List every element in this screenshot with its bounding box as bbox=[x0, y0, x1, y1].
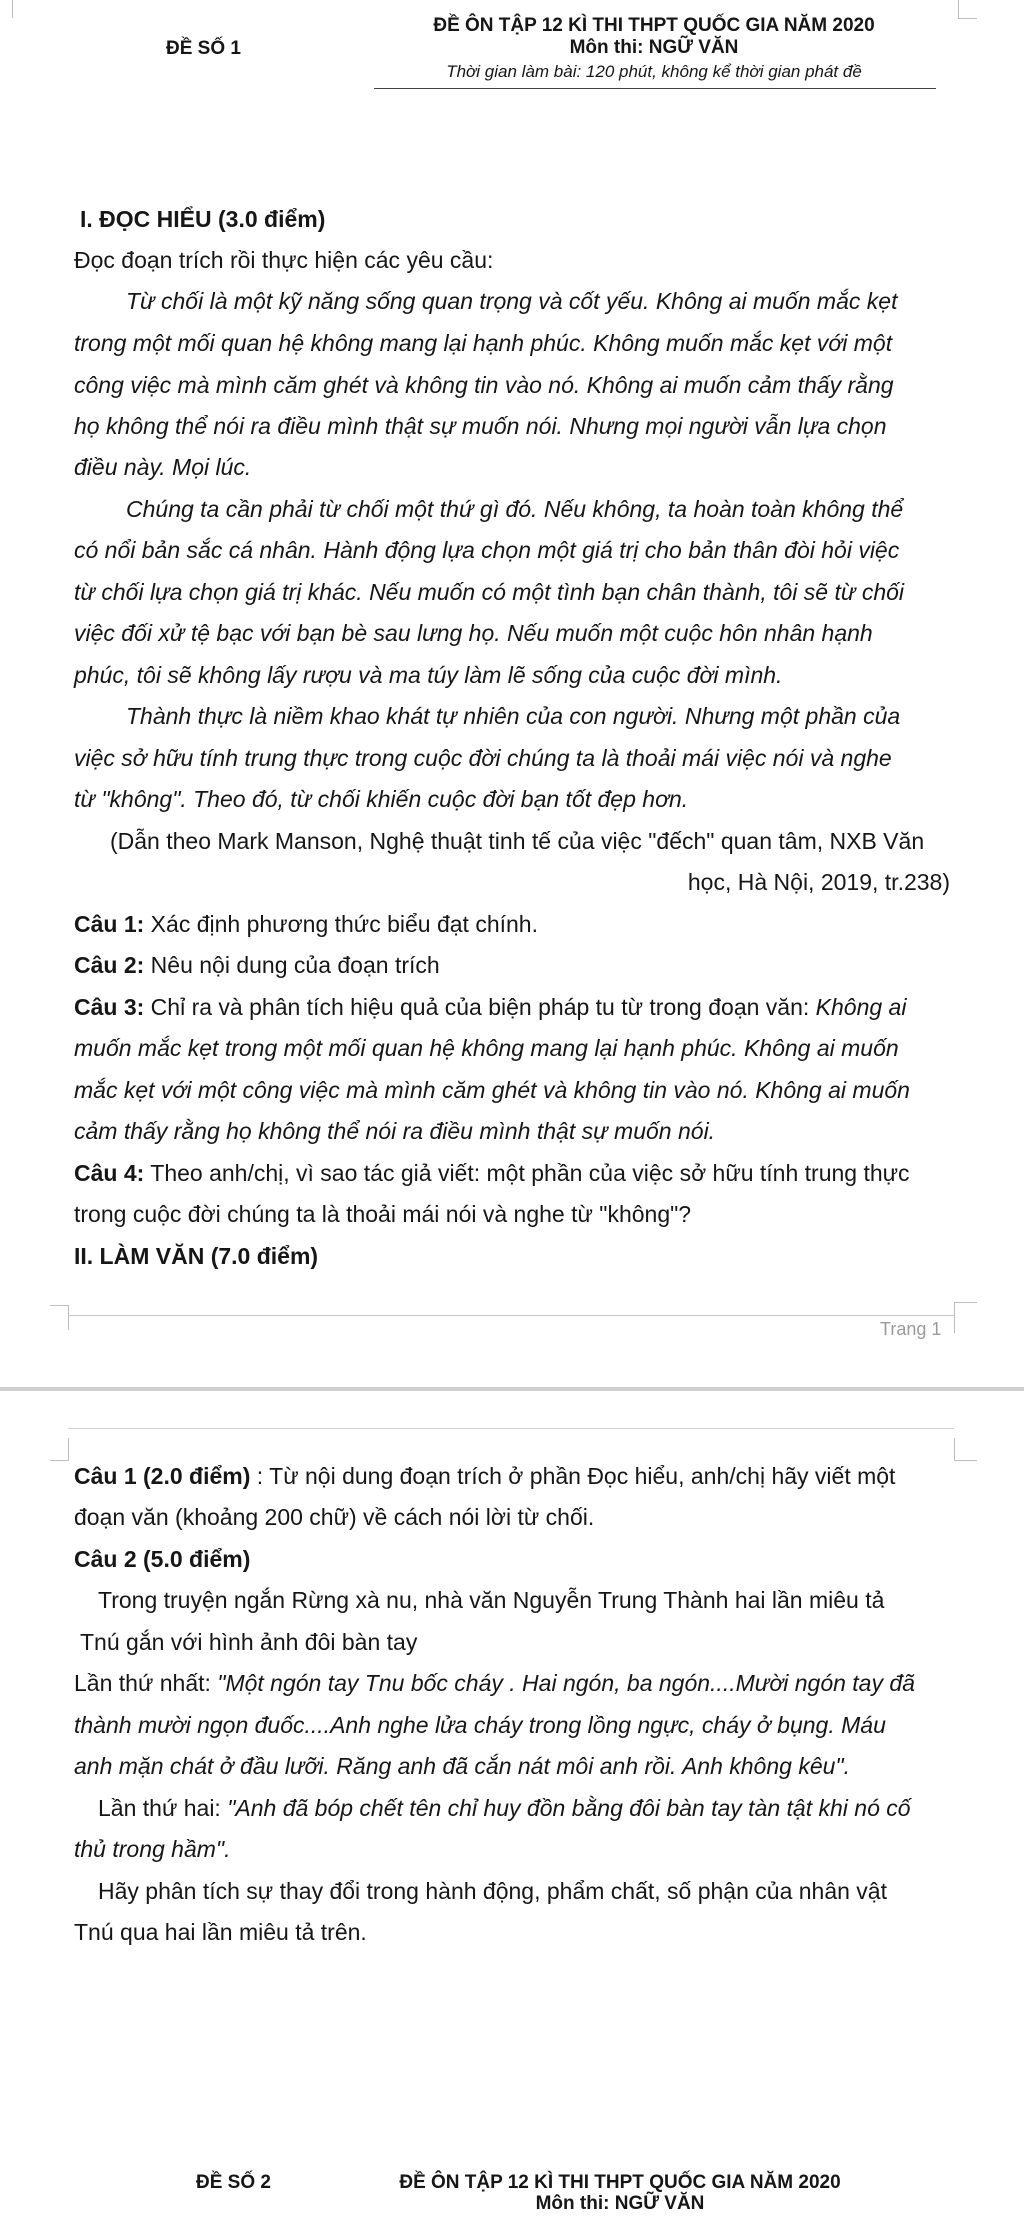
exam-subject: Môn thi: NGỮ VĂN bbox=[535, 2193, 705, 2214]
question-4 bbox=[74, 1160, 910, 1187]
essay-task: Hãy phân tích sự thay đổi trong hành động, phẩm chất, số phận của nhân vật bbox=[98, 1878, 887, 1904]
passage-line: trong một mối quan hệ không mang lại hạnh phúc. Không muốn mắc kẹt với một bbox=[74, 330, 893, 356]
question-1 bbox=[74, 911, 538, 938]
header-rule bbox=[374, 88, 936, 89]
essay-task: Tnú qua hai lần miêu tả trên. bbox=[74, 1919, 367, 1945]
passage-line: Thành thực là niềm khao khát tự nhiên của con người. Nhưng một phần của bbox=[126, 703, 901, 729]
crop-mark-bottom-right bbox=[954, 1302, 977, 1333]
question-quote-line: cảm thấy rằng họ không thể nói ra điều mình thật sự muốn nói. bbox=[74, 1118, 716, 1144]
description-quote: "Một ngón tay Tnu bốc cháy . Hai ngón, ba ngón....Mười ngón tay đã bbox=[217, 1670, 915, 1696]
question-text-line: đoạn văn (khoảng 200 chữ) về cách nói lời từ chối. bbox=[74, 1504, 595, 1530]
question-label: Câu 2: bbox=[74, 952, 145, 978]
page-number: Trang 1 bbox=[880, 1319, 942, 1339]
passage-line: việc đối xử tệ bạc với bạn bè sau lưng họ. Nếu muốn một cuộc hôn nhân hạnh bbox=[74, 620, 873, 646]
description-label: Lần thứ nhất: bbox=[74, 1670, 218, 1696]
question-2 bbox=[74, 952, 440, 979]
exam-time: Thời gian làm bài: 120 phút, không kể thời gian phát đề bbox=[446, 62, 862, 81]
prompt-intro: Tnú gắn với hình ảnh đôi bàn tay bbox=[80, 1629, 418, 1655]
description-quote-line: thành mười ngọn đuốc....Anh nghe lửa cháy trong lồng ngực, cháy ở bụng. Máu bbox=[74, 1712, 886, 1738]
first-description bbox=[74, 1670, 915, 1697]
question-text: Theo anh/chị, vì sao tác giả viết: một phần của việc sở hữu tính trung thực bbox=[144, 1160, 910, 1186]
passage-line: họ không thể nói ra điều mình thật sự muốn nói. Nhưng mọi người vẫn lựa chọn bbox=[74, 413, 887, 439]
question-quote: Không ai bbox=[815, 994, 907, 1020]
passage-line: việc sở hữu tính trung thực trong cuộc đời chúng ta là thoải mái việc nói và nghe bbox=[74, 745, 892, 771]
question-label: Câu 1: bbox=[74, 911, 145, 937]
question-3 bbox=[74, 994, 906, 1021]
essay-question-2-label: Câu 2 (5.0 điểm) bbox=[74, 1546, 251, 1572]
crop-mark-top-right bbox=[958, 0, 977, 19]
exam-title: ĐỀ ÔN TẬP 12 KÌ THI THPT QUỐC GIA NĂM 2020 bbox=[433, 15, 875, 36]
source-citation: (Dẫn theo Mark Manson, Nghệ thuật tinh tế của việc "đếch" quan tâm, NXB Văn bbox=[110, 828, 925, 854]
question-label: Câu 4: bbox=[74, 1160, 145, 1186]
question-text: Chỉ ra và phân tích hiệu quả của biện pháp tu từ trong đoạn văn: bbox=[144, 994, 816, 1020]
question-text: : Từ nội dung đoạn trích ở phần Đọc hiểu, anh/chị hãy viết một bbox=[250, 1463, 896, 1489]
source-citation: học, Hà Nội, 2019, tr.238) bbox=[687, 869, 950, 895]
question-quote-line: mắc kẹt với một công việc mà mình căm ghét và không tin vào nó. Không ai muốn bbox=[74, 1077, 910, 1103]
question-text: Xác định phương thức biểu đạt chính. bbox=[144, 911, 538, 937]
footer-rule bbox=[68, 1315, 954, 1316]
question-text: Nêu nội dung của đoạn trích bbox=[144, 952, 440, 978]
question-label: Câu 3: bbox=[74, 994, 145, 1020]
exam-title: ĐỀ ÔN TẬP 12 KÌ THI THPT QUỐC GIA NĂM 2020 bbox=[399, 2172, 841, 2193]
description-quote-line: anh mặn chát ở đầu lưỡi. Răng anh đã cắn nát môi anh rồi. Anh không kêu". bbox=[74, 1753, 850, 1779]
description-quote: "Anh đã bóp chết tên chỉ huy đồn bằng đôi bàn tay tàn tật khi nó cố bbox=[227, 1795, 911, 1821]
second-description bbox=[98, 1795, 911, 1822]
passage-line: phúc, tôi sẽ không lấy rượu và ma túy làm lẽ sống của cuộc đời mình. bbox=[74, 662, 783, 688]
section-title-writing: II. LÀM VĂN (7.0 điểm) bbox=[74, 1243, 319, 1269]
exam-number: ĐỀ SỐ 2 bbox=[196, 2172, 271, 2193]
passage-line: công việc mà mình căm ghét và không tin vào nó. Không ai muốn cảm thấy rằng bbox=[74, 372, 894, 398]
section-title-reading: I. ĐỌC HIỂU (3.0 điểm) bbox=[80, 206, 326, 232]
description-label: Lần thứ hai: bbox=[98, 1795, 228, 1821]
essay-question-1 bbox=[74, 1463, 895, 1490]
passage-line: từ "không". Theo đó, từ chối khiến cuộc đời bạn tốt đẹp hơn. bbox=[74, 786, 689, 812]
reading-instruction: Đọc đoạn trích rồi thực hiện các yêu cầu: bbox=[74, 247, 494, 273]
passage-line: có nổi bản sắc cá nhân. Hành động lựa chọn một giá trị cho bản thân đòi hỏi việc bbox=[74, 537, 900, 563]
prompt-intro: Trong truyện ngắn Rừng xà nu, nhà văn Nguyễn Trung Thành hai lần miêu tả bbox=[98, 1587, 885, 1613]
page-separator bbox=[0, 1387, 1024, 1391]
question-label: Câu 1 (2.0 điểm) bbox=[74, 1463, 251, 1489]
passage-line: từ chối lựa chọn giá trị khác. Nếu muốn có một tình bạn chân thành, tôi sẽ từ chối bbox=[74, 579, 905, 605]
passage-line: điều này. Mọi lúc. bbox=[74, 454, 252, 480]
exam-number: ĐỀ SỐ 1 bbox=[166, 38, 241, 59]
header-rule-top bbox=[68, 1428, 954, 1429]
crop-mark-top-right bbox=[954, 1438, 977, 1461]
passage-line: Chúng ta cần phải từ chối một thứ gì đó. Nếu không, ta hoàn toàn không thể bbox=[126, 496, 904, 522]
crop-mark-top-left bbox=[50, 1438, 69, 1461]
question-quote-line: muốn mắc kẹt trong một mối quan hệ không mang lại hạnh phúc. Không ai muốn bbox=[74, 1035, 899, 1061]
crop-mark-bottom-left bbox=[50, 1305, 69, 1330]
description-quote-line: thủ trong hầm". bbox=[74, 1836, 231, 1862]
crop-mark-top-left bbox=[12, 0, 13, 18]
exam-subject: Môn thi: NGỮ VĂN bbox=[569, 37, 739, 58]
question-text-line: trong cuộc đời chúng ta là thoải mái nói và nghe từ "không"? bbox=[74, 1201, 692, 1227]
passage-line: Từ chối là một kỹ năng sống quan trọng và cốt yếu. Không ai muốn mắc kẹt bbox=[126, 288, 898, 314]
